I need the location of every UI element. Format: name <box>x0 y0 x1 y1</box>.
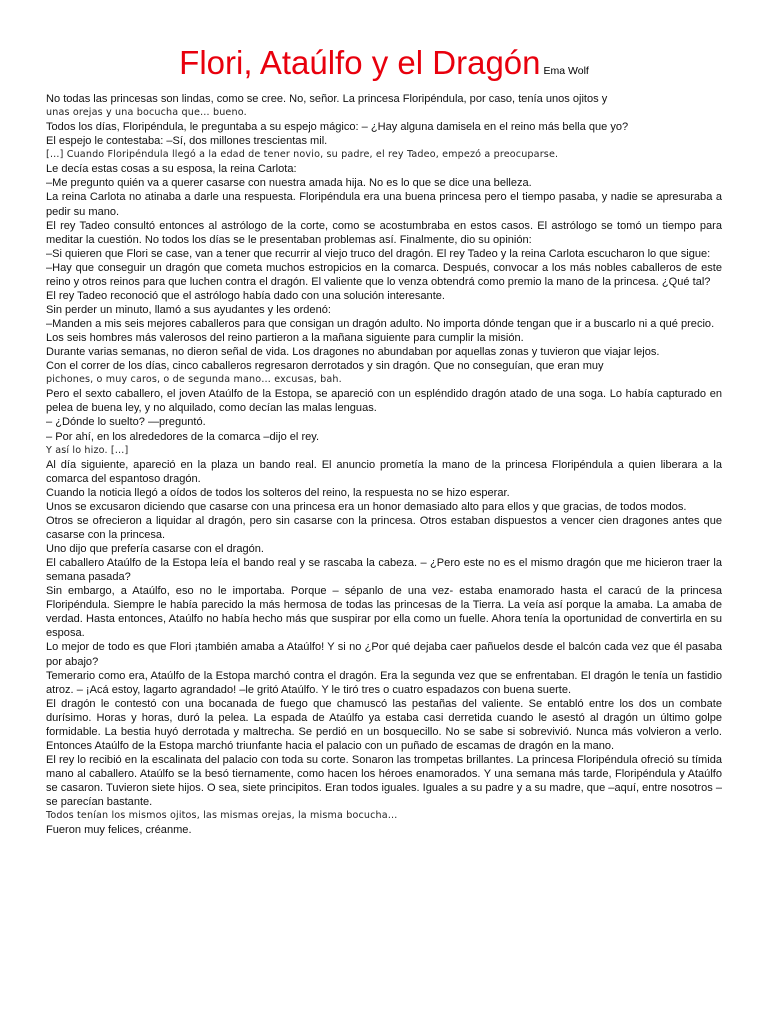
story-paragraph: El espejo le contestaba: –Sí, dos millones trescientas mil. <box>46 135 328 148</box>
story-paragraph: Durante varias semanas, no dieron señal de vida. Los dragones no abundaban por aquellas zonas y tuvieron que viajar lejos. <box>46 346 660 359</box>
story-paragraph: La reina Carlota no atinaba a darle una respuesta. Floripéndula era una buena princesa pero el tiempo pasaba, y nadie se apresuraba a pedir su mano. <box>46 191 722 218</box>
story-paragraph: Otros se ofrecieron a liquidar al dragón, pero sin casarse con la princesa. Otros estaban dispuestos a vencer cien dragones antes que casarse con la princesa. <box>46 514 722 541</box>
document-page <box>46 44 722 837</box>
story-paragraph: Al día siguiente, apareció en la plaza un bando real. El anuncio prometía la mano de la princesa Floripéndula a quien liberara a la comarca del espantoso dragón. <box>46 458 722 485</box>
story-paragraph: Fueron muy felices, créanme. <box>46 824 192 837</box>
story-paragraph: Lo mejor de todo es que Flori ¡también amaba a Ataúlfo! Y si no ¿Por qué dejaba caer pañuelos desde el balcón cada vez que él pasaba por abajo? <box>46 641 722 668</box>
story-paragraph: Todos los días, Floripéndula, le preguntaba a su espejo mágico: – ¿Hay alguna damisela en el reino más bella que yo? <box>46 121 629 134</box>
story-paragraph: pichones, o muy caros, o de segunda mano… excusas, bah. <box>46 374 342 386</box>
story-paragraph: El dragón le contestó con una bocanada de fuego que chamuscó las pestañas del valiente. Se entabló entre los dos un combate durísimo. Horas y horas, duró la pelea. La espada de Ataúlfo ya estaba casi derretida cuando le asestó al dragón un último golpe formidable. La bestia huyó derrotada y maltrecha. Se perdió en un bosquecillo. No se sabe si sobrevivió. Nunca más volvieron a verlo. Entonces Ataúlfo de la Estopa marchó triunfante hacia el palacio con un puñado de escamas de dragón en la mano. <box>46 697 722 752</box>
story-paragraph: –Hay que conseguir un dragón que cometa muchos estropicios en la comarca. Después, convocar a los más nobles caballeros de este reino y otros reinos para que luchen contra el dragón. El valiente que lo venza obtendrá como premio la mano de la princesa. ¿Qué tal? <box>46 261 722 288</box>
story-paragraph: Uno dijo que prefería casarse con el dragón. <box>46 543 265 555</box>
author-name: Ema Wolf <box>543 65 589 77</box>
story-paragraph: Unos se excusaron diciendo que casarse con una princesa era un honor demasiado alto para ellos y que gracias, de todos modos. <box>46 500 687 513</box>
story-title: Flori, Ataúlfo y el Dragón <box>179 44 541 81</box>
story-paragraph: El caballero Ataúlfo de la Estopa leía el bando real y se rascaba la cabeza. – ¿Pero este no es el mismo dragón que me hicieron traer la semana pasada? <box>46 557 722 584</box>
story-paragraph: Y así lo hizo. […] <box>46 444 129 456</box>
story-paragraph: –Si quieren que Flori se case, van a tener que recurrir al viejo truco del dragón. El rey Tadeo y la reina Carlota escucharon lo que sigue: <box>46 247 711 260</box>
story-paragraph: Todos tenían los mismos ojitos, las mismas orejas, la misma bocucha… <box>46 810 398 822</box>
story-paragraph: Pero el sexto caballero, el joven Ataúlfo de la Estopa, se apareció con un espléndido dragón atado de una soga. Lo había capturado en pelea de buena ley, y no alquilado, como decían las malas lenguas. <box>46 388 722 415</box>
story-paragraph: Sin embargo, a Ataúlfo, eso no le importaba. Porque – sépanlo de una vez- estaba enamorado hasta el caracú de la princesa Floripéndula. Siempre le había parecido la más hermosa de todas las princesas de la Tierra. La veía así porque la amaba. La amaba de verdad. Hasta entonces, Ataúlfo no había hecho más que suspirar por ella como un fuelle. Ahora tenía la oportunidad de convertirla en su esposa. <box>46 585 722 640</box>
story-paragraph: Le decía estas cosas a su esposa, la reina Carlota: <box>46 163 297 176</box>
title-row <box>46 44 722 82</box>
story-paragraph: Con el correr de los días, cinco caballeros regresaron derrotados y sin dragón. Que no conseguían, que eran muy <box>46 360 604 373</box>
story-body <box>46 92 722 837</box>
story-paragraph: El rey lo recibió en la escalinata del palacio con toda su corte. Sonaron las trompetas brillantes. La princesa Floripéndula ofreció su tímida mano al caballero. Ataúlfo se la besó tiernamente, como hacen los héroes enamorados. Y una semana más tarde, Floripéndula y Ataúlfo se casaron. Tuvieron siete hijos. O sea, siete principitos. Eran todos iguales. Iguales a su padre y a su madre, que –aquí, entre nosotros –se parecían bastante. <box>46 753 722 809</box>
story-paragraph: Cuando la noticia llegó a oídos de todos los solteros del reino, la respuesta no se hizo esperar. <box>46 486 510 499</box>
story-paragraph: No todas las princesas son lindas, como se cree. No, señor. La princesa Floripéndula, por caso, tenía unos ojitos y <box>46 93 608 105</box>
story-paragraph: –Me pregunto quién va a querer casarse con nuestra amada hija. No es lo que se dice una belleza. <box>46 177 532 190</box>
story-paragraph: Los seis hombres más valerosos del reino partieron a la mañana siguiente para cumplir la misión. <box>46 332 524 345</box>
story-paragraph: […] Cuando Floripéndula llegó a la edad de tener novio, su padre, el rey Tadeo, empezó a preocuparse. <box>46 149 559 161</box>
story-paragraph: Sin perder un minuto, llamó a sus ayudantes y les ordenó: <box>46 303 331 316</box>
story-paragraph: – ¿Dónde lo suelto? —preguntó. <box>46 416 206 429</box>
story-paragraph: – Por ahí, en los alrededores de la comarca –dijo el rey. <box>46 430 320 443</box>
story-paragraph: El rey Tadeo consultó entonces al astrólogo de la corte, como se acostumbraba en estos casos. El astrólogo se tomó un tiempo para meditar la cuestión. No todos los días se le presentaban problemas así. Finalmente, dio su opinión: <box>46 219 722 246</box>
story-paragraph: El rey Tadeo reconoció que el astrólogo había dado con una solución interesante. <box>46 289 445 302</box>
story-paragraph: unas orejas y una bocucha que… bueno. <box>46 107 247 119</box>
story-paragraph: Temerario como era, Ataúlfo de la Estopa marchó contra el dragón. Era la segunda vez que se enfrentaban. El dragón le tenía un fastidio atroz. – ¡Acá estoy, lagarto agrandado! –le gritó Ataúlfo. Y le tiró tres o cuatro espadazos con buena suerte. <box>46 669 722 696</box>
story-paragraph: –Manden a mis seis mejores caballeros para que consigan un dragón adulto. No importa dónde tengan que ir a buscarlo ni a qué precio. <box>46 318 715 330</box>
